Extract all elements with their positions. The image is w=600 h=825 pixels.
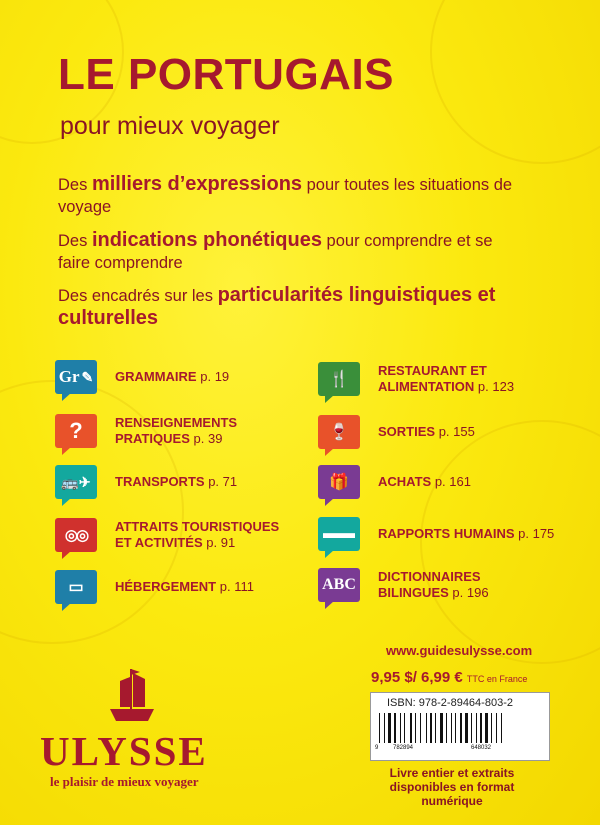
feature-text: pour comprendre et se faire comprendre	[58, 232, 493, 272]
barcode-digits-right: 648032	[471, 745, 492, 751]
barcode-stripe	[480, 713, 482, 743]
restaurant-icon: 🍴	[318, 362, 360, 396]
section-label: ATTRAITS TOURISTIQUES ET ACTIVITÉS p. 91	[115, 519, 280, 550]
speech-bubbles-icon: ▬▬	[318, 517, 360, 551]
section-label: GRAMMAIRE p. 19	[115, 369, 230, 384]
section-label: DICTIONNAIRES BILINGUES p. 196	[378, 569, 489, 600]
background-ornament	[430, 0, 600, 164]
section-label: ACHATS p. 161	[378, 474, 471, 489]
section-label: RAPPORTS HUMAINS p. 175	[378, 526, 555, 541]
section-label: RENSEIGNEMENTS PRATIQUES p. 39	[115, 415, 238, 446]
barcode-stripe	[430, 713, 432, 743]
barcode-stripe	[501, 713, 502, 743]
barcode-stripe	[455, 713, 456, 743]
ship-logo-icon	[100, 665, 164, 727]
barcode-stripe	[384, 713, 385, 743]
barcode-stripe	[491, 713, 492, 743]
section-restaurant	[318, 362, 548, 396]
feature-highlight: particularités linguistiques et culturelles	[58, 284, 496, 329]
barcode-digits-left: 782894	[393, 745, 414, 751]
barcode-stripe	[426, 713, 427, 743]
gift-icon: 🎁	[318, 465, 360, 499]
bed-icon: ▭	[55, 570, 97, 604]
barcode-stripe	[379, 713, 380, 743]
book-title: LE PORTUGAIS	[58, 50, 395, 99]
price-value: 9,95 $/ 6,99 €	[371, 669, 463, 686]
section-attraits	[55, 518, 295, 552]
feature-line	[58, 229, 518, 274]
barcode-stripe	[460, 713, 462, 743]
section-label: HÉBERGEMENT p. 111	[115, 579, 254, 594]
section-dictionnaires	[318, 568, 528, 602]
barcode-stripe	[446, 713, 447, 743]
feature-line	[58, 284, 498, 330]
section-renseignements	[55, 414, 245, 448]
barcode-lead-digit: 9	[375, 745, 379, 751]
barcode-stripe	[440, 713, 443, 743]
barcode-stripe	[400, 713, 401, 743]
barcode-stripe	[388, 713, 391, 743]
feature-text: Des	[58, 232, 92, 250]
price	[371, 669, 527, 686]
barcode-stripe	[420, 713, 421, 743]
section-grammaire	[55, 360, 229, 394]
feature-highlight: indications phonétiques	[91, 229, 322, 251]
barcode-stripe	[435, 713, 436, 743]
section-label: TRANSPORTS p. 71	[115, 474, 238, 489]
abc-icon: ABC	[318, 568, 360, 602]
barcode-stripe	[465, 713, 468, 743]
grammar-icon: Gr ✎	[55, 360, 97, 394]
barcode-stripe	[415, 713, 416, 743]
barcode-stripe	[394, 713, 396, 743]
section-sorties	[318, 415, 475, 449]
publisher-tagline: le plaisir de mieux voyager	[50, 774, 199, 789]
section-achats	[318, 465, 471, 499]
barcode	[370, 692, 550, 761]
digital-availability: Livre entier et extraits disponibles en format numérique	[389, 766, 515, 808]
feature-highlight: milliers d’expressions	[91, 173, 303, 195]
barcode-stripe	[485, 713, 488, 743]
barcode-stripe	[471, 713, 472, 743]
barcode-stripe	[451, 713, 452, 743]
transport-icon: 🚌✈	[55, 465, 97, 499]
feature-line	[58, 173, 558, 218]
question-icon: ?	[55, 414, 97, 448]
section-label: SORTIES p. 155	[378, 424, 475, 439]
barcode-bars	[379, 713, 541, 743]
barcode-stripe	[476, 713, 477, 743]
drinks-icon: 🍷	[318, 415, 360, 449]
price-note: TTC en France	[466, 674, 528, 684]
feature-text: Des	[58, 176, 92, 194]
section-transports	[55, 465, 237, 499]
barcode-stripe	[496, 713, 497, 743]
isbn-text: ISBN: 978-2-89464-803-2	[387, 697, 513, 709]
barcode-stripe	[404, 713, 405, 743]
feature-text: pour toutes les situations de voyage	[58, 176, 513, 216]
section-hebergement	[55, 570, 254, 604]
binoculars-icon: ◎◎	[55, 518, 97, 552]
section-label: RESTAURANT ET ALIMENTATION p. 123	[378, 363, 515, 394]
publisher-logo: ULYSSE	[40, 728, 208, 774]
feature-text: Des encadrés sur les	[58, 287, 218, 305]
section-rapports	[318, 517, 554, 551]
website-link[interactable]: www.guidesulysse.com	[386, 643, 533, 658]
barcode-stripe	[410, 713, 412, 743]
book-subtitle: pour mieux voyager	[60, 112, 280, 140]
